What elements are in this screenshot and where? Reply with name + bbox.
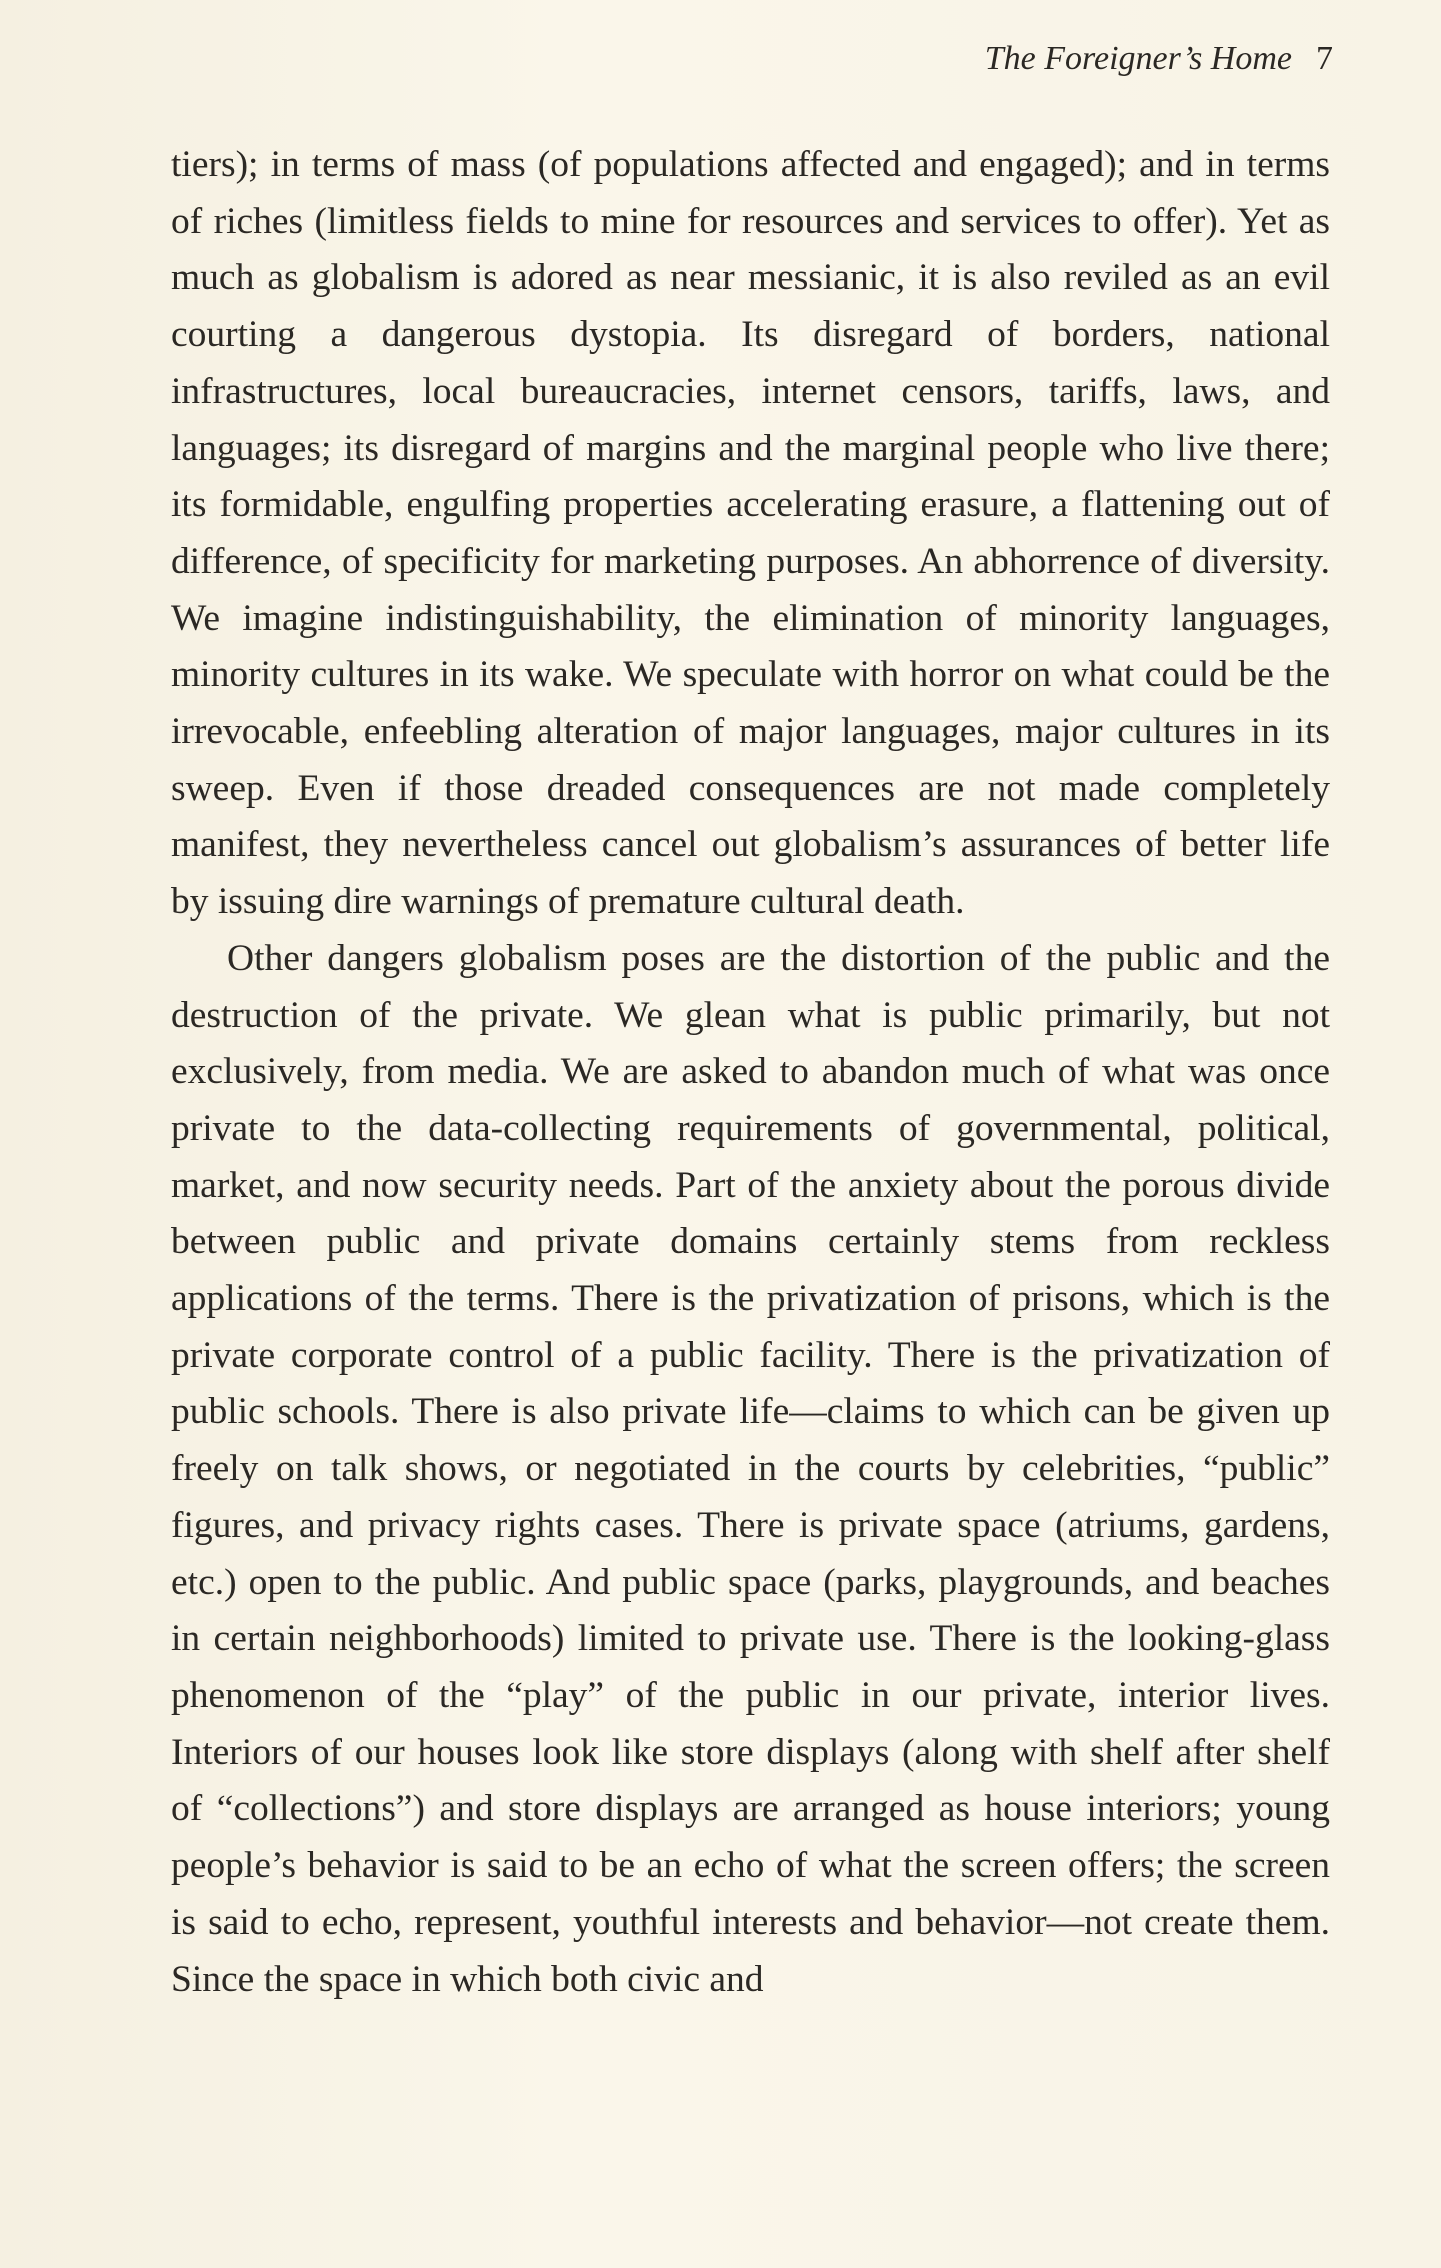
paragraph-1: tiers); in terms of mass (of populations affected and engaged); and in terms of riches (limitless fields to mine for resources and services to offer). Yet as much as globalism is adored as near messianic, it is also reviled as an evil courting a dangerous dystopia. Its disregard of borders, national infrastructures, local bureaucracies, internet censors, tariffs, laws, and languages; its disregard of margins and the marginal people who live there; its formidable, engulfing properties accelerating erasure, a flattening out of difference, of specificity for marketing purposes. An abhorrence of diversity. We imagine indistinguishability, the elimination of minority languages, minority cultures in its wake. We speculate with horror on what could be the irrevocable, enfeebling alteration of major languages, major cultures in its sweep. Even if those dreaded consequences are not made completely manifest, they nevertheless cancel out globalism’s assurances of better life by issuing dire warnings of premature cultural death.	[171, 144, 1330, 923]
running-head	[985, 40, 1333, 78]
running-title: The Foreigner’s Home	[984, 40, 1292, 77]
body-text	[171, 137, 1330, 2008]
page-number: 7	[1316, 40, 1333, 77]
paragraph-2: Other dangers globalism poses are the distortion of the public and the destruction of the private. We glean what is public primarily, but not exclusively, from media. We are asked to abandon much of what was once private to the data-collecting requirements of governmental, political, market, and now security needs. Part of the anxiety about the porous divide between public and private domains certainly stems from reckless applications of the terms. There is the privatization of prisons, which is the private corporate control of a public facility. There is the privatization of public schools. There is also private life—claims to which can be given up freely on talk shows, or negotiated in the courts by celebrities, “public” figures, and privacy rights cases. There is private space (atriums, gardens, etc.) open to the public. And public space (parks, playgrounds, and beaches in certain neighborhoods) limited to private use. There is the looking-glass phenomenon of the “play” of the public in our private, interior lives. Interiors of our houses look like store displays (along with shelf after shelf of “collections”) and store displays are arranged as house interiors; young people’s behavior is said to be an echo of what the screen offers; the screen is said to echo, represent, youthful interests and behavior—not create them. Since the space in which both civic and	[171, 937, 1330, 2000]
